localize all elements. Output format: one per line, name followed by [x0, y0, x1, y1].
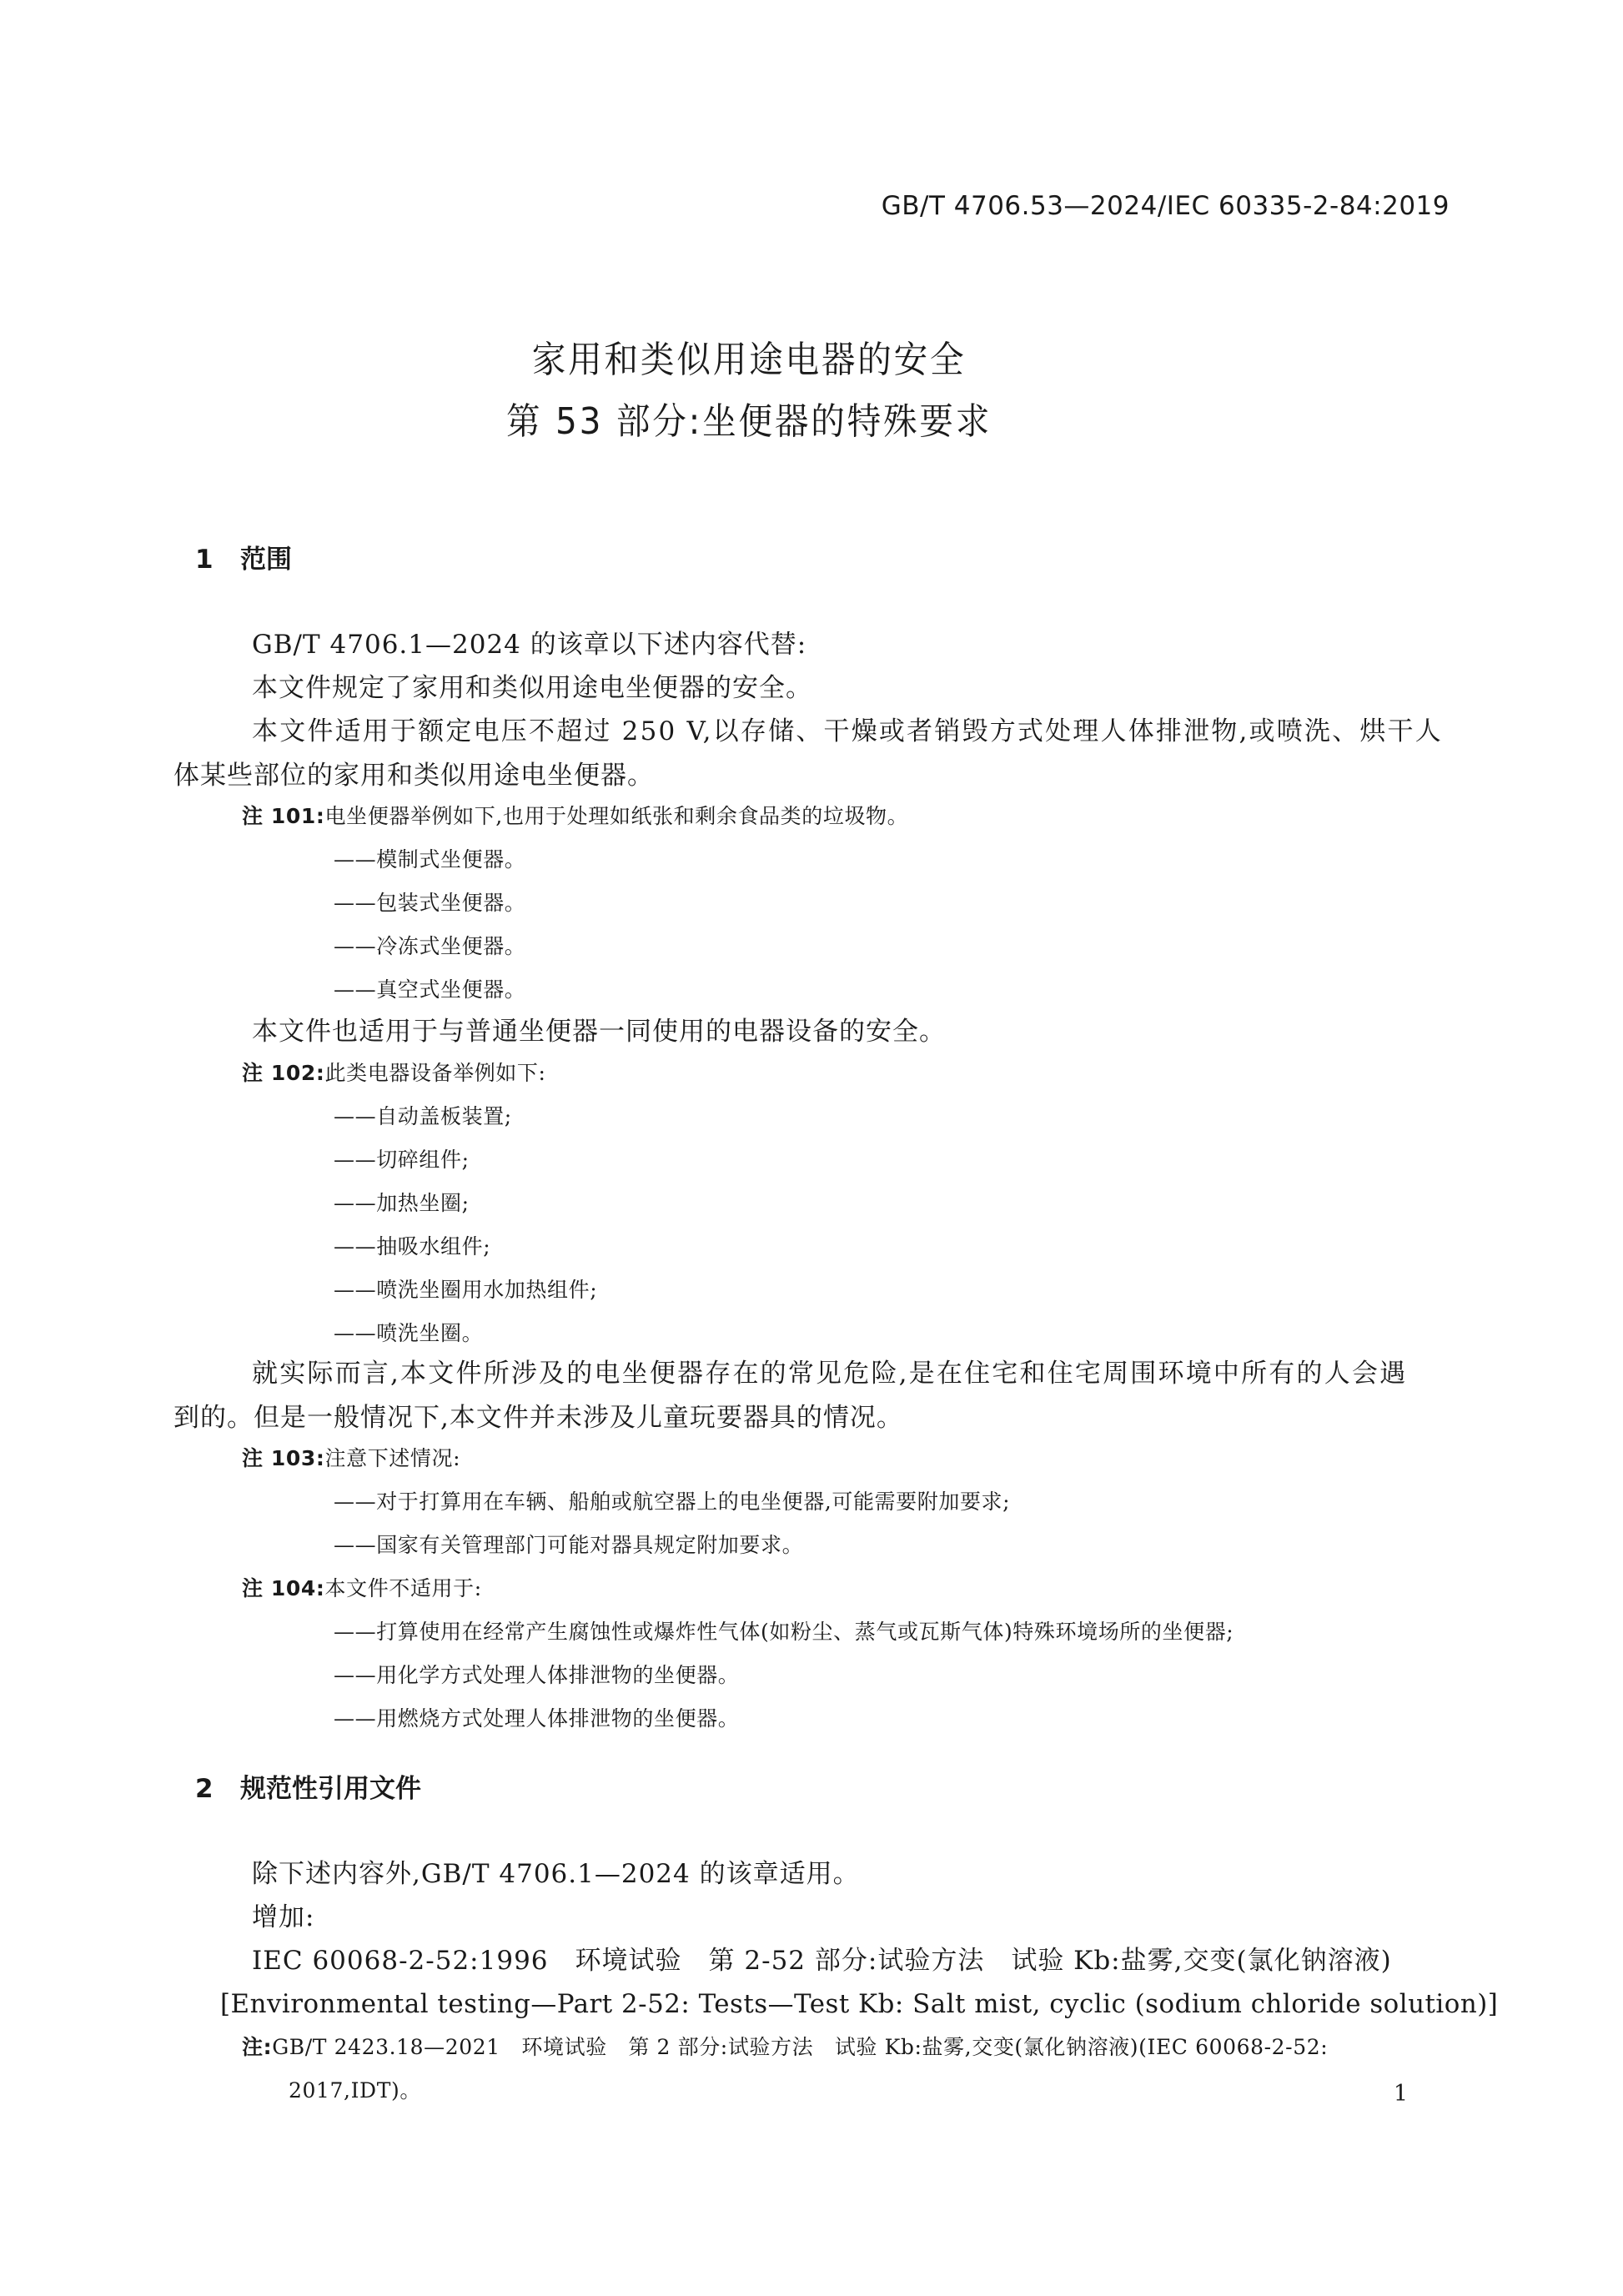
document-title-line-2: 第 53 部分:坐便器的特殊要求 [505, 400, 992, 443]
note-text: GB/T 2423.18—2021 环境试验 第 2 部分:试验方法 试验 Kb:盐雾,交变(氯化钠溶液)(IEC 60068-2-52: [272, 2035, 1329, 2059]
section-title: 范围 [240, 545, 292, 575]
list-item: ——喷洗坐圈。 [334, 1321, 484, 1345]
note-102 [242, 1063, 546, 1083]
section-number: 2 [195, 1774, 214, 1804]
paragraph: 就实际而言,本文件所涉及的电坐便器存在的常见危险,是在住宅和住宅周围环境中所有的人会遇 [252, 1359, 1408, 1389]
list-item: ——用化学方式处理人体排泄物的坐便器。 [334, 1663, 740, 1687]
document-title-line-1: 家用和类似用途电器的安全 [531, 339, 967, 381]
reference-note-continuation: 2017,IDT)。 [289, 2078, 421, 2103]
list-item: ——模制式坐便器。 [334, 847, 526, 872]
note-103 [242, 1448, 460, 1469]
note-104 [242, 1578, 482, 1599]
note-101 [242, 806, 908, 826]
list-item: ——对于打算用在车辆、船舶或航空器上的电坐便器,可能需要附加要求; [334, 1490, 1011, 1514]
list-item: ——抽吸水组件; [334, 1234, 491, 1259]
list-item: ——切碎组件; [334, 1148, 470, 1172]
list-item: ——喷洗坐圈用水加热组件; [334, 1278, 598, 1302]
note-text: 本文件不适用于: [324, 1576, 482, 1600]
note-label: 注 101: [242, 804, 325, 828]
paragraph: GB/T 4706.1—2024 的该章以下述内容代替: [252, 630, 807, 660]
paragraph-continuation: 体某些部位的家用和类似用途电坐便器。 [173, 761, 654, 791]
normative-reference: IEC 60068-2-52:1996 环境试验 第 2-52 部分:试验方法 试验 Kb:盐雾,交变(氯化钠溶液) [252, 1946, 1392, 1976]
list-item: ——真空式坐便器。 [334, 977, 526, 1002]
list-item: ——加热坐圈; [334, 1191, 470, 1215]
paragraph: 本文件规定了家用和类似用途电坐便器的安全。 [252, 673, 812, 703]
section-number: 1 [195, 545, 214, 575]
section-1-heading [195, 547, 292, 573]
note-text: 注意下述情况: [324, 1446, 461, 1470]
page-number: 1 [1393, 2081, 1408, 2107]
paragraph: 本文件也适用于与普通坐便器一同使用的电器设备的安全。 [252, 1017, 946, 1047]
list-item: ——用燃烧方式处理人体排泄物的坐便器。 [334, 1706, 740, 1731]
reference-note [242, 2037, 1328, 2057]
note-text: 此类电器设备举例如下: [324, 1061, 546, 1085]
list-item: ——包装式坐便器。 [334, 891, 526, 915]
list-item: ——自动盖板装置; [334, 1104, 512, 1128]
note-text: 电坐便器举例如下,也用于处理如纸张和剩余食品类的垃圾物。 [324, 804, 909, 828]
paragraph-continuation: 到的。但是一般情况下,本文件并未涉及儿童玩要器具的情况。 [173, 1403, 903, 1433]
standard-code-header: GB/T 4706.53—2024/IEC 60335-2-84:2019 [881, 191, 1450, 221]
paragraph: 除下述内容外,GB/T 4706.1—2024 的该章适用。 [252, 1859, 860, 1889]
note-label: 注 103: [242, 1446, 325, 1470]
section-title: 规范性引用文件 [240, 1774, 421, 1804]
note-label: 注 104: [242, 1576, 325, 1600]
paragraph: 本文件适用于额定电压不超过 250 V,以存储、干燥或者销毁方式处理人体排泄物,或喷洗、烘干人 [252, 716, 1443, 746]
section-2-heading [195, 1776, 421, 1802]
note-label: 注 102: [242, 1061, 325, 1085]
list-item: ——打算使用在经常产生腐蚀性或爆炸性气体(如粉尘、蒸气或瓦斯气体)特殊环境场所的坐便器; [334, 1620, 1234, 1644]
normative-reference-english-title: [Environmental testing—Part 2-52: Tests—Test Kb: Salt mist, cyclic (sodium chloride solution)] [220, 1989, 1499, 2019]
note-label: 注: [242, 2035, 273, 2059]
list-item: ——国家有关管理部门可能对器具规定附加要求。 [334, 1533, 804, 1557]
paragraph: 增加: [252, 1902, 315, 1932]
list-item: ——冷冻式坐便器。 [334, 934, 526, 958]
